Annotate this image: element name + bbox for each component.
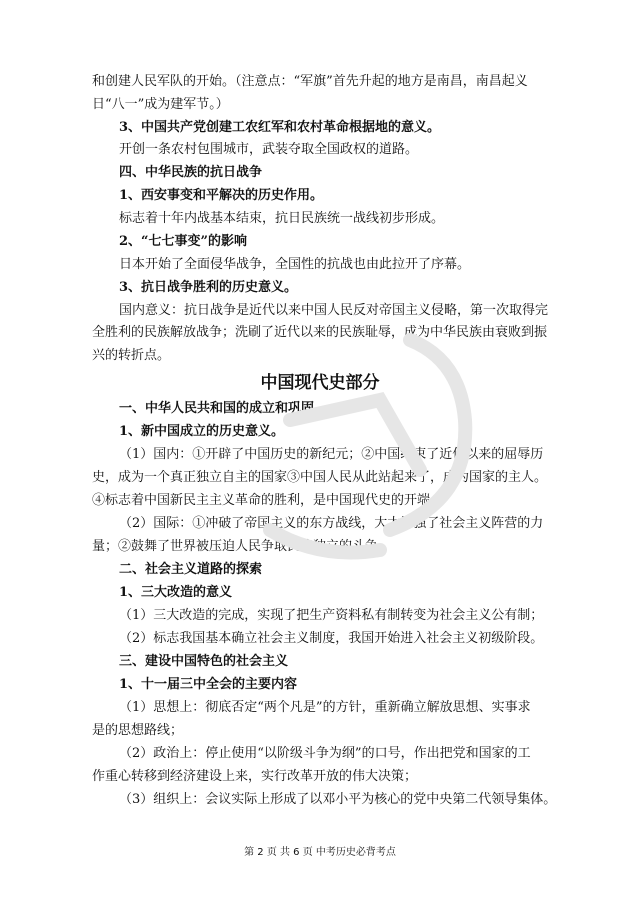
section-heading: 3、中国共产党创建工农红军和农村革命根据地的意义。	[119, 120, 441, 135]
page-title: 中国现代史部分	[260, 373, 380, 393]
section-heading: 四、中华民族的抗日战争	[119, 165, 263, 180]
section-heading: 1、新中国成立的历史意义。	[119, 424, 285, 439]
section-heading: 三、建设中国特色的社会主义	[119, 654, 289, 669]
text-line: （1）思想上：彻底否定“两个凡是”的方针，重新确立解放思想、实事求	[119, 700, 531, 715]
page-footer: 第 2 页 共 6 页 中考历史必背考点	[244, 847, 396, 858]
text-line: （2）政治上：停止使用“以阶级斗争为纲”的口号，作出把党和国家的工	[119, 746, 531, 761]
text-line: 日本开始了全面侵华战争，全国性的抗战也由此拉开了序幕。	[119, 257, 471, 272]
text-line: 日“八一”成为建军节。）	[92, 97, 229, 112]
text-line: 开创一条农村包围城市，武装夺取全国政权的道路。	[119, 142, 419, 157]
section-heading: 二、社会主义道路的探索	[119, 562, 263, 577]
text-line: 史，成为一个真正独立自主的国家③中国人民从此站起来了，成为国家的主人。	[92, 470, 548, 485]
text-line: 标志着十年内战基本结束，抗日民族统一战线初步形成。	[119, 211, 445, 226]
section-heading: 一、中华人民共和国的成立和巩固	[119, 401, 315, 416]
text-line: 和创建人民军队的开始。（注意点：“军旗”首先升起的地方是南昌，南昌起义	[92, 74, 528, 89]
text-line: 作重心转移到经济建设上来，实行改革开放的伟大决策；	[92, 769, 418, 784]
section-heading: 1、十一届三中全会的主要内容	[119, 677, 298, 692]
text-line: （1）国内：①开辟了中国历史的新纪元；②中国结束了近代以来的屈辱历	[119, 447, 544, 462]
section-heading: 1、三大改造的意义	[119, 585, 233, 600]
text-line: （3）组织上：会议实际上形成了以邓小平为核心的党中央第二代领导集体。	[119, 792, 557, 807]
text-line: 是的思想路线；	[92, 723, 184, 738]
text-line: ④标志着中国新民主主义革命的胜利，是中国现代史的开端。	[92, 493, 444, 508]
text-line: （2）国际：①冲破了帝国主义的东方战线，大大增强了社会主义阵营的力	[119, 516, 544, 531]
text-line: 兴的转折点。	[92, 348, 171, 363]
section-heading: 3、抗日战争胜利的历史意义。	[119, 280, 298, 295]
text-line: 国内意义：抗日战争是近代以来中国人民反对帝国主义侵略，第一次取得完	[119, 303, 549, 318]
text-line: （2）标志我国基本确立社会主义制度，我国开始进入社会主义初级阶段。	[119, 631, 544, 646]
section-heading: 2、“七七事变”的影响	[119, 234, 248, 249]
section-heading: 1、西安事变和平解决的历史作用。	[119, 188, 324, 203]
text-line: （1）三大改造的完成，实现了把生产资料私有制转变为社会主义公有制；	[119, 608, 544, 623]
text-line: 量；②鼓舞了世界被压迫人民争取民族独立的斗争。	[92, 539, 392, 554]
text-line: 全胜利的民族解放战争；洗刷了近代以来的民族耻辱，成为中华民族由衰败到振	[92, 325, 548, 340]
